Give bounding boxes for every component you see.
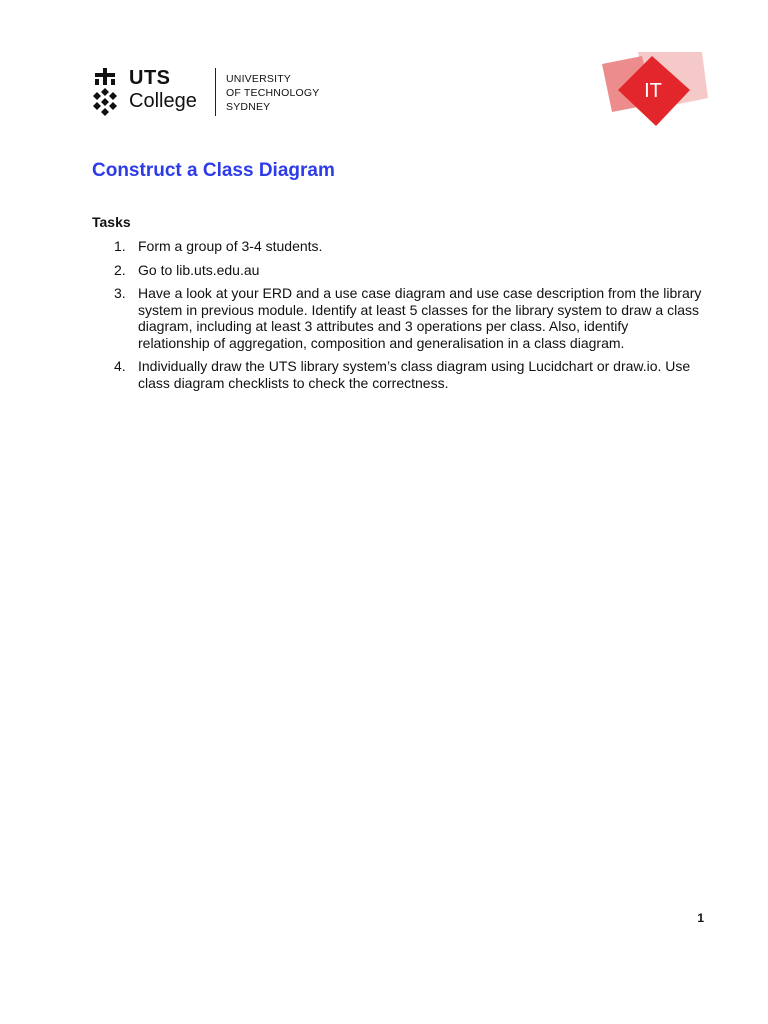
task-text: Form a group of 3-4 students. xyxy=(138,238,323,254)
task-number: 2. xyxy=(114,261,126,278)
task-list xyxy=(92,238,702,398)
brand-primary: UTS xyxy=(129,67,171,89)
task-text: Individually draw the UTS library system’s class diagram using Lucidchart or draw.io. Use class diagram checklists to check the correctness. xyxy=(138,358,691,391)
task-text: Have a look at your ERD and a use case diagram and use case description from the library system in previous module. Identify at least 5 classes for the library system to draw a class diagram, including at least 3 attributes and 3 operations per class. Also, identify relationship of aggregation, composition and generalisation in a class diagram. xyxy=(138,285,702,351)
document-header xyxy=(0,0,768,140)
task-item xyxy=(92,358,702,391)
university-line: OF TECHNOLOGY xyxy=(226,87,320,99)
university-line: SYDNEY xyxy=(226,101,271,113)
task-item xyxy=(92,285,702,351)
page-title: Construct a Class Diagram xyxy=(92,160,335,181)
uts-college-logo xyxy=(129,68,197,111)
task-item xyxy=(92,262,702,279)
task-number: 4. xyxy=(114,358,126,374)
logo-divider xyxy=(215,68,216,116)
brand-secondary: College xyxy=(129,90,197,112)
university-name xyxy=(226,72,319,114)
task-text: Go to lib.uts.edu.au xyxy=(138,261,260,278)
it-badge-text: IT xyxy=(644,80,662,102)
task-item xyxy=(92,238,702,255)
task-number: 1. xyxy=(114,238,126,254)
it-badge-icon xyxy=(598,48,710,130)
task-number: 3. xyxy=(114,285,126,301)
uts-crest-icon xyxy=(92,68,118,116)
tasks-heading: Tasks xyxy=(92,214,131,230)
page-number: 1 xyxy=(697,911,704,925)
university-line: UNIVERSITY xyxy=(226,73,292,85)
